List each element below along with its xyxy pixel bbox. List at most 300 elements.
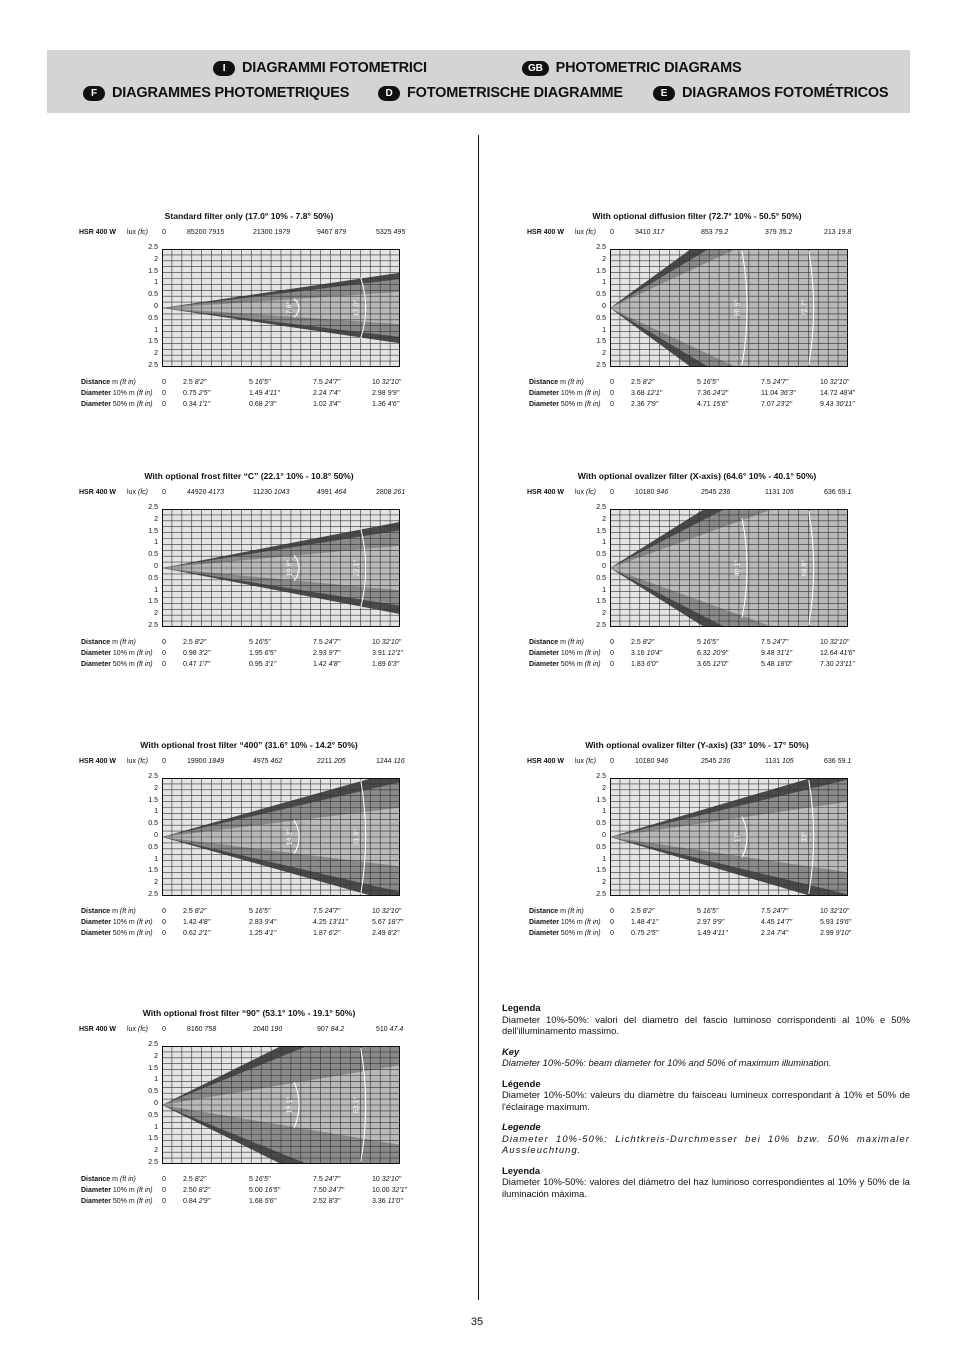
chart-title: With optional ovalizer filter (Y-axis) (33° 10% - 17° 50%) <box>585 740 809 750</box>
diameter-50-value: 0.68 2'3" <box>249 401 277 408</box>
unit-ft: (ft in) <box>119 379 136 386</box>
imperial-value: 1979 <box>274 229 290 236</box>
imperial-value: 6'0" <box>646 661 659 668</box>
diameter-50-row-label: Diameter 50% m (ft in) <box>529 401 601 408</box>
lux-value: 5325 495 <box>376 229 406 236</box>
y-tick-label: 0.5 <box>596 291 606 299</box>
distance-value: 10 32'10" <box>820 908 850 915</box>
imperial-value: 4173 <box>208 489 224 496</box>
diameter-label: Diameter <box>529 650 559 657</box>
diameter-50-row-label: Diameter 50% m (ft in) <box>529 930 601 937</box>
unit-ft: (ft in) <box>584 390 601 397</box>
unit-ft: (ft in) <box>584 661 601 668</box>
y-tick-label: 1.5 <box>596 598 606 606</box>
diameter-50-row-label: Diameter 50% m (ft in) <box>81 1198 153 1205</box>
lamp-label: HSR 400 W <box>79 758 116 765</box>
y-tick-label: 2 <box>602 255 606 263</box>
y-tick-label: 2.5 <box>148 362 158 369</box>
imperial-value: 1043 <box>273 489 290 496</box>
diameter-50-value: 1.25 4'1" <box>249 930 277 937</box>
diameter-10-value: 0.75 2'5" <box>183 390 211 397</box>
y-tick-label: 1 <box>154 1076 158 1084</box>
legend-text-fr: Diameter 10%-50%: valeurs du diamètre du faisceau lumineux correspondant à 10% et 50% de l'éclairage maximum. <box>502 1089 910 1112</box>
distance-label: Distance <box>81 639 111 646</box>
imperial-value: 758 <box>204 1026 217 1033</box>
distance-value: 2.5 8'2" <box>183 639 207 646</box>
imperial-value: 464 <box>334 489 347 496</box>
y-tick-label: 2 <box>154 610 158 618</box>
zero-value: 0 <box>610 661 614 668</box>
diameter-10-value: 9.48 31'1" <box>761 650 793 657</box>
header-text: DIAGRAMOS FOTOMÉTRICOS <box>682 85 889 101</box>
imperial-value: 236 <box>718 758 731 765</box>
diameter-50-value: 2.24 7'4" <box>761 930 789 937</box>
lux-value: 636 59.1 <box>824 758 852 765</box>
imperial-value: 4'8" <box>328 661 341 668</box>
y-tick-label: 2.5 <box>148 891 158 898</box>
imperial-value: 2'1" <box>198 930 211 937</box>
diameter-10-value: 1.48 4'1" <box>631 919 659 926</box>
y-tick-label: 1.5 <box>596 867 606 875</box>
y-tick-label: 2.5 <box>596 362 606 369</box>
unit-ft: (ft in) <box>136 401 153 408</box>
diameter-10-value: 14.72 48'4" <box>820 390 855 397</box>
diameter-10-value: 1.42 4'8" <box>183 919 211 926</box>
zero-value: 0 <box>610 650 614 657</box>
imperial-value: 317 <box>652 229 665 236</box>
chart-title: With optional frost filter “C” (22.1° 10% - 10.8° 50%) <box>144 471 354 481</box>
distance-value: 5 16'5" <box>249 1176 271 1183</box>
unit-ft: (ft in) <box>584 650 601 657</box>
imperial-value: 16'5" <box>254 639 271 646</box>
diameter-50-row-label: Diameter 50% m (ft in) <box>81 401 153 408</box>
lux-value: 379 35.2 <box>765 229 793 236</box>
diameter-50-value: 1.68 5'6" <box>249 1198 277 1205</box>
beam-diagram <box>162 509 400 627</box>
imperial-value: 2'3" <box>264 401 277 408</box>
imperial-value: 10'4" <box>646 650 663 657</box>
angle-label-10: 72.7° <box>801 299 809 317</box>
diameter-10-row-label: Diameter 10% m (ft in) <box>529 650 601 657</box>
zero-value: 0 <box>162 639 166 646</box>
diameter-10-value: 2.24 7'4" <box>313 390 341 397</box>
distance-value: 7.5 24'7" <box>313 908 341 915</box>
y-tick-label: 2.5 <box>148 1041 158 1048</box>
imperial-value: 7915 <box>208 229 224 236</box>
y-tick-label: 0.5 <box>596 314 606 322</box>
distance-value: 10 32'10" <box>372 639 402 646</box>
imperial-value: 12'0" <box>712 661 729 668</box>
diameter-50-value: 2.99 9'10" <box>820 930 852 937</box>
diameter-50-value: 7.07 23'2" <box>761 401 793 408</box>
imperial-value: 32'10" <box>829 379 850 386</box>
distance-value: 10 32'10" <box>372 908 402 915</box>
y-tick-label: 2 <box>154 1052 158 1060</box>
diameter-10-value: 2.83 9'4" <box>249 919 277 926</box>
diameter-10-value: 3.91 12'1" <box>372 650 404 657</box>
angle-label-50: 40.1° <box>734 559 742 577</box>
lux-value: 21300 1979 <box>253 229 290 236</box>
diameter-50-value: 0.62 2'1" <box>183 930 211 937</box>
y-tick-label: 1 <box>154 279 158 287</box>
diameter-10-value: 11.04 36'3" <box>761 390 796 397</box>
diameter-50-row-label: Diameter 50% m (ft in) <box>529 661 601 668</box>
y-tick-label: 0 <box>154 303 158 310</box>
diameter-10-value: 3.16 10'4" <box>631 650 663 657</box>
legend-text-it: Diameter 10%-50%: valori del diametro del fascio luminoso corrispondenti al 10% e 50% dell'illuminamento massimo. <box>502 1013 910 1036</box>
header-title-de <box>378 85 623 101</box>
angle-label-50: 17° <box>734 831 742 843</box>
legend-heading-es: Leyenda <box>502 1164 541 1176</box>
legend-heading-de: Legende <box>502 1121 541 1132</box>
imperial-value: 32'10" <box>381 639 402 646</box>
diameter-label: Diameter <box>81 930 111 937</box>
y-tick-label: 1 <box>154 855 158 863</box>
diameter-label: Diameter <box>81 401 111 408</box>
y-tick-label: 2.5 <box>596 504 606 511</box>
unit-ft: (ft in) <box>119 908 136 915</box>
y-tick-label: 2 <box>602 515 606 523</box>
diameter-50-value: 0.95 3'1" <box>249 661 277 668</box>
lux-label: lux (fc) <box>127 229 149 236</box>
lux-value: 2040 190 <box>253 1026 283 1033</box>
y-tick-label: 2.5 <box>148 504 158 511</box>
chart-title: With optional frost filter “90” (53.1° 10% - 19.1° 50%) <box>142 1008 356 1018</box>
lux-label: lux (fc) <box>127 489 149 496</box>
imperial-value: (fc) <box>137 489 149 496</box>
imperial-value: 16'5" <box>254 1176 271 1183</box>
angle-label-10: 33° <box>801 831 809 843</box>
lux-value: 2211 205 <box>317 758 346 765</box>
lux-value-zero: 0 <box>162 758 166 765</box>
photometric-chart <box>527 211 887 411</box>
beam-diagram <box>610 249 848 367</box>
y-tick-label: 2.5 <box>596 244 606 251</box>
imperial-value: 16'5" <box>254 908 271 915</box>
angle-label-50: 50.5° <box>734 299 742 317</box>
imperial-value: 4'11" <box>264 390 280 397</box>
y-tick-label: 0.5 <box>148 843 158 851</box>
diameter-50-value: 5.48 18'0" <box>761 661 793 668</box>
imperial-value: 35.2 <box>778 229 793 236</box>
distance-row-label: Distance m (ft in) <box>81 908 136 915</box>
imperial-value: (fc) <box>137 229 149 236</box>
diameter-50-value: 4.71 15'6" <box>697 401 729 408</box>
diameter-label: Diameter <box>81 390 111 397</box>
imperial-value: 24'7" <box>328 1187 345 1194</box>
angle-label-10: 53.1° <box>353 1096 361 1114</box>
y-tick-label: 1.5 <box>148 267 158 275</box>
beam-diagram <box>162 249 400 367</box>
header-text: DIAGRAMMI FOTOMETRICI <box>242 60 427 76</box>
photometric-chart <box>79 740 439 940</box>
header-banner <box>47 50 910 113</box>
y-tick-label: 1 <box>602 855 606 863</box>
y-tick-label: 2 <box>154 1147 158 1155</box>
y-tick-label: 0 <box>602 563 606 570</box>
imperial-value: (fc) <box>585 758 597 765</box>
diameter-10-value: 4.45 14'7" <box>761 919 793 926</box>
y-tick-label: 1.5 <box>596 338 606 346</box>
imperial-value: 36'3" <box>779 390 796 397</box>
lux-value: 1131 105 <box>765 489 794 496</box>
lux-value: 907 84.2 <box>317 1026 345 1033</box>
y-tick-label: 2 <box>602 879 606 887</box>
zero-value: 0 <box>162 919 166 926</box>
distance-row-label: Distance m (ft in) <box>529 639 584 646</box>
diameter-10-value: 7.50 24'7" <box>313 1187 345 1194</box>
distance-value: 7.5 24'7" <box>313 379 341 386</box>
imperial-value: 41'6" <box>839 650 855 657</box>
imperial-value: 2'5" <box>646 930 659 937</box>
chart-title: With optional frost filter “400” (31.6° 10% - 14.2° 50%) <box>140 740 358 750</box>
y-tick-label: 0.5 <box>148 551 158 559</box>
imperial-value: (fc) <box>585 229 597 236</box>
imperial-value: 14'7" <box>776 919 793 926</box>
imperial-value: 6'2" <box>328 930 341 937</box>
imperial-value: 1849 <box>208 758 224 765</box>
header-title-fr <box>83 85 349 101</box>
angle-label-50: 10.8° <box>286 559 294 577</box>
y-tick-label: 2.5 <box>596 773 606 780</box>
unit-ft: (ft in) <box>584 401 601 408</box>
y-tick-label: 1.5 <box>596 796 606 804</box>
photometric-chart <box>79 211 439 411</box>
imperial-value: 8'3" <box>328 1198 341 1205</box>
imperial-value: 59.1 <box>837 489 852 496</box>
unit-ft: (ft in) <box>584 919 601 926</box>
distance-value: 7.5 24'7" <box>761 908 789 915</box>
unit-ft: (ft in) <box>136 1187 153 1194</box>
beam-diagram <box>162 1046 400 1164</box>
imperial-value: 7'9" <box>646 401 659 408</box>
diameter-10-row-label: Diameter 10% m (ft in) <box>81 390 153 397</box>
legend-block <box>502 1002 910 1199</box>
y-tick-label: 0.5 <box>148 314 158 322</box>
distance-value: 5 16'5" <box>697 908 719 915</box>
distance-value: 7.5 24'7" <box>761 379 789 386</box>
lux-value: 213 19.8 <box>824 229 852 236</box>
y-tick-label: 1.5 <box>148 1135 158 1143</box>
y-tick-label: 1 <box>602 539 606 547</box>
diameter-50-value: 0.84 2'9" <box>183 1198 211 1205</box>
diameter-10-value: 1.49 4'11" <box>249 390 280 397</box>
y-tick-label: 2 <box>154 350 158 358</box>
zero-value: 0 <box>610 919 614 926</box>
imperial-value: 24'7" <box>324 639 341 646</box>
language-badge-fr: F <box>83 86 105 101</box>
imperial-value: 47.4 <box>389 1026 404 1033</box>
beam-diagram <box>162 778 400 896</box>
lux-label: lux (fc) <box>575 489 597 496</box>
imperial-value: (fc) <box>585 489 597 496</box>
imperial-value: 20'9" <box>712 650 729 657</box>
lux-value: 4975 462 <box>253 758 283 765</box>
y-tick-label: 0.5 <box>148 1088 158 1096</box>
imperial-value: 4'1" <box>264 930 277 937</box>
imperial-value: 1'7" <box>198 661 211 668</box>
zero-value: 0 <box>162 390 166 397</box>
zero-value: 0 <box>162 930 166 937</box>
y-tick-label: 1.5 <box>596 267 606 275</box>
diameter-10-value: 1.95 6'5" <box>249 650 277 657</box>
lamp-label: HSR 400 W <box>527 489 564 496</box>
imperial-value: 7'4" <box>776 930 789 937</box>
imperial-value: 59.1 <box>837 758 852 765</box>
imperial-value: 6'3" <box>387 661 400 668</box>
imperial-value: 8'2" <box>198 1187 211 1194</box>
chart-title: With optional diffusion filter (72.7° 10% - 50.5° 50%) <box>592 211 802 221</box>
imperial-value: 11'0" <box>387 1198 403 1205</box>
lux-value-zero: 0 <box>162 1026 166 1033</box>
distance-label: Distance <box>529 379 559 386</box>
lux-value: 44920 4173 <box>187 489 224 496</box>
zero-value: 0 <box>610 930 614 937</box>
imperial-value: 4'6" <box>387 401 400 408</box>
imperial-value: 946 <box>656 489 669 496</box>
diameter-10-value: 2.97 9'9" <box>697 919 725 926</box>
diameter-label: Diameter <box>81 1198 111 1205</box>
y-tick-label: 0.5 <box>596 574 606 582</box>
unit-ft: (ft in) <box>136 390 153 397</box>
zero-value: 0 <box>162 401 166 408</box>
imperial-value: 5'6" <box>264 1198 277 1205</box>
imperial-value: 12'1" <box>387 650 404 657</box>
photometric-chart <box>527 471 887 671</box>
y-tick-label: 1 <box>154 539 158 547</box>
unit-ft: (ft in) <box>119 1176 136 1183</box>
imperial-value: 946 <box>656 758 669 765</box>
diameter-label: Diameter <box>81 661 111 668</box>
imperial-value: 205 <box>334 758 346 765</box>
zero-value: 0 <box>610 908 614 915</box>
imperial-value: 24'7" <box>772 639 789 646</box>
zero-value: 0 <box>162 1176 166 1183</box>
distance-label: Distance <box>529 908 559 915</box>
lux-value: 8160 758 <box>187 1026 217 1033</box>
imperial-value: 4'1" <box>646 919 659 926</box>
lux-value-zero: 0 <box>610 229 614 236</box>
imperial-value: 116 <box>393 758 405 765</box>
lux-label: lux (fc) <box>127 1026 149 1033</box>
imperial-value: 16'5" <box>702 908 719 915</box>
lux-value: 2808 261 <box>376 489 406 496</box>
header-title-it <box>213 60 427 76</box>
y-tick-label: 0.5 <box>148 1111 158 1119</box>
zero-value: 0 <box>610 379 614 386</box>
diameter-10-value: 0.98 3'2" <box>183 650 211 657</box>
legend-heading-en: Key <box>502 1045 520 1057</box>
diameter-50-value: 3.36 11'0" <box>372 1198 403 1205</box>
distance-value: 2.5 8'2" <box>631 379 655 386</box>
lux-value: 19900 1849 <box>187 758 224 765</box>
y-tick-label: 0.5 <box>596 551 606 559</box>
diameter-50-value: 9.43 30'11" <box>820 401 855 408</box>
zero-value: 0 <box>162 908 166 915</box>
imperial-value: 8'2" <box>194 908 207 915</box>
y-tick-label: 2.5 <box>148 773 158 780</box>
y-tick-label: 0 <box>154 563 158 570</box>
diameter-50-value: 1.83 6'0" <box>631 661 659 668</box>
angle-label-50: 7.8° <box>286 301 294 315</box>
lamp-label: HSR 400 W <box>79 489 116 496</box>
diameter-50-value: 0.75 2'5" <box>631 930 659 937</box>
angle-label-10: 22.1° <box>353 559 361 577</box>
imperial-value: 8'2" <box>194 379 207 386</box>
y-tick-label: 1 <box>602 586 606 594</box>
lamp-label: HSR 400 W <box>79 1026 116 1033</box>
angle-label-10: 31.6° <box>353 828 361 846</box>
imperial-value: 8'2" <box>194 639 207 646</box>
imperial-value: 84.2 <box>330 1026 345 1033</box>
zero-value: 0 <box>162 650 166 657</box>
distance-value: 2.5 8'2" <box>631 908 655 915</box>
distance-value: 2.5 8'2" <box>183 379 207 386</box>
diameter-50-value: 1.02 3'4" <box>313 401 341 408</box>
lux-value-zero: 0 <box>610 758 614 765</box>
imperial-value: 190 <box>270 1026 283 1033</box>
diameter-50-value: 2.49 8'2" <box>372 930 400 937</box>
imperial-value: 24'7" <box>324 1176 341 1183</box>
lux-value: 636 59.1 <box>824 489 852 496</box>
y-tick-label: 2 <box>154 784 158 792</box>
y-tick-label: 1.5 <box>148 867 158 875</box>
chart-title: Standard filter only (17.0° 10% - 7.8° 50%) <box>164 211 334 221</box>
imperial-value: 8'2" <box>642 908 655 915</box>
zero-value: 0 <box>162 1187 166 1194</box>
y-tick-label: 2.5 <box>148 244 158 251</box>
lux-value: 1131 105 <box>765 758 794 765</box>
diameter-10-value: 12.64 41'6" <box>820 650 855 657</box>
y-tick-label: 1.5 <box>148 338 158 346</box>
y-tick-label: 0.5 <box>596 843 606 851</box>
distance-value: 5 16'5" <box>249 379 271 386</box>
diameter-50-value: 1.87 6'2" <box>313 930 341 937</box>
imperial-value: 32'10" <box>381 1176 402 1183</box>
imperial-value: 19'6" <box>835 919 852 926</box>
distance-value: 2.5 8'2" <box>183 1176 207 1183</box>
imperial-value: 23'2" <box>776 401 793 408</box>
distance-label: Distance <box>81 908 111 915</box>
distance-row-label: Distance m (ft in) <box>529 908 584 915</box>
unit-ft: (ft in) <box>136 930 153 937</box>
imperial-value: 2'9" <box>198 1198 211 1205</box>
distance-row-label: Distance m (ft in) <box>81 639 136 646</box>
zero-value: 0 <box>162 1198 166 1205</box>
header-text: PHOTOMETRIC DIAGRAMS <box>555 60 742 76</box>
diameter-label: Diameter <box>529 930 559 937</box>
distance-value: 10 32'10" <box>820 639 850 646</box>
diameter-10-value: 5.00 16'5" <box>249 1187 281 1194</box>
y-tick-label: 0.5 <box>148 574 158 582</box>
lux-value: 510 47.4 <box>376 1026 404 1033</box>
imperial-value: 18'7" <box>387 919 404 926</box>
imperial-value: 24'2" <box>712 390 729 397</box>
y-tick-label: 1 <box>602 279 606 287</box>
page-number: 35 <box>470 1316 484 1328</box>
lux-label: lux (fc) <box>575 229 597 236</box>
diameter-10-value: 7.36 24'2" <box>697 390 729 397</box>
diameter-10-value: 2.50 8'2" <box>183 1187 211 1194</box>
diameter-10-row-label: Diameter 10% m (ft in) <box>81 919 153 926</box>
diameter-10-value: 3.68 12'1" <box>631 390 663 397</box>
lux-value: 4991 464 <box>317 489 347 496</box>
legend-text-en: Diameter 10%-50%: beam diameter for 10% and 50% of maximum illumination. <box>502 1057 832 1068</box>
distance-value: 5 16'5" <box>697 639 719 646</box>
legend-text-es: Diameter 10%-50%: valores del diámetro del haz luminoso correspondientes al 10% y 50% de la iluminación máxima. <box>502 1176 910 1199</box>
imperial-value: 462 <box>270 758 283 765</box>
lux-value-zero: 0 <box>610 489 614 496</box>
